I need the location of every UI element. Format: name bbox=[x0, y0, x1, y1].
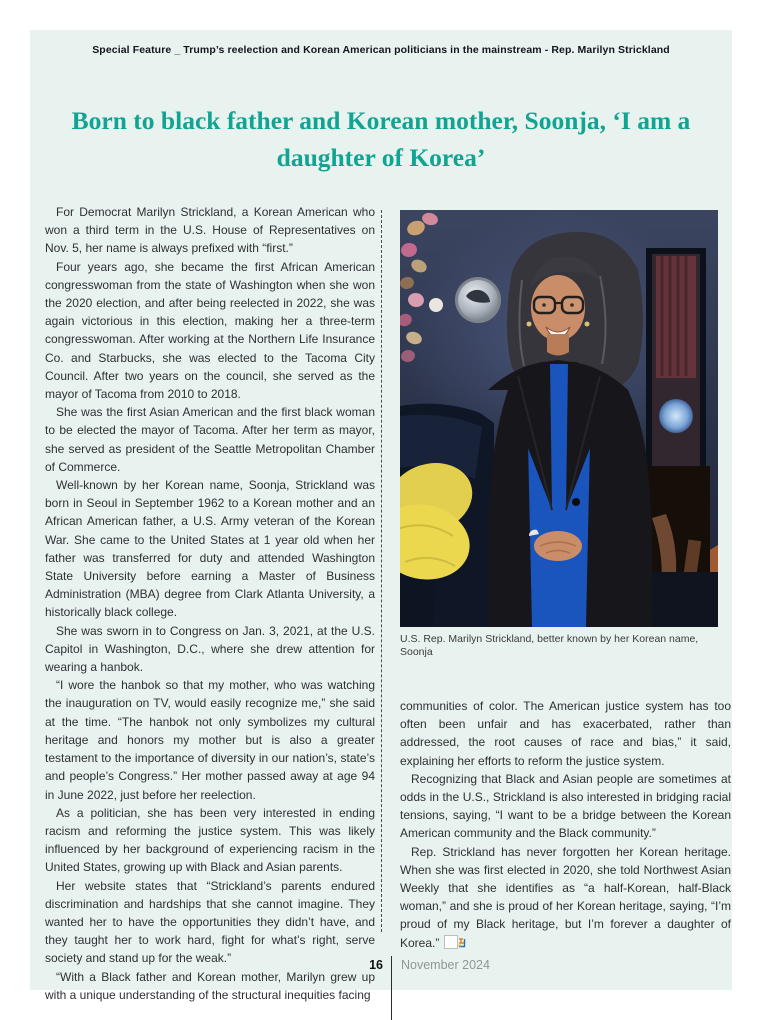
end-of-article-icon bbox=[444, 935, 458, 949]
section-kicker: Special Feature _ Trump’s reelection and Korean American politicians in the mainstream - Rep. Marilyn Strickland bbox=[92, 44, 670, 56]
article-columns bbox=[45, 200, 732, 1004]
paragraph: “I wore the hanbok so that my mother, who was watching the inauguration on TV, would easily recognize me,” she said at the time. “The hanbok not only symbolizes my cultural heritage and honors my mother but is also a greater testament to the importance of diversity in our nation’s, state’s and people’s Congress.” Her mother passed away at age 94 in June 2022, just before her reelection. bbox=[45, 678, 375, 802]
paragraph: “With a Black father and Korean mother, Marilyn grew up with a unique understanding of the structural inequities facing bbox=[45, 969, 375, 1002]
right-column bbox=[400, 200, 731, 1004]
headline-line-2: daughter of Korea’ bbox=[276, 143, 486, 172]
paragraph: Four years ago, she became the first African American congresswoman from the state of Washington when she won the 2020 election, and after being reelected in 2022, she was again victorious in this election, making her a three-term congresswoman. After working at the Northern Life Insurance Co. and Starbucks, she was elected to the Tacoma City Council. After two years on the council, she served as the mayor of Tacoma from 2010 to 2018. bbox=[45, 259, 375, 402]
photo-figure bbox=[400, 210, 731, 659]
page-number: 16 bbox=[369, 958, 383, 972]
column-divider bbox=[381, 210, 382, 932]
headline-line-1: Born to black father and Korean mother, Soonja, ‘I am a bbox=[71, 106, 691, 135]
strickland-photo-illustration bbox=[400, 210, 718, 627]
paragraph: As a politician, she has been very interested in ending racism and reforming the justice system. This was likely influenced by her background of experiencing racism in the United States, growing up with Black and Asian parents. bbox=[45, 805, 375, 875]
paragraph bbox=[400, 843, 731, 952]
issue-date: November 2024 bbox=[401, 958, 490, 972]
photo-caption: U.S. Rep. Marilyn Strickland, better known by her Korean name, Soonja bbox=[400, 633, 699, 658]
left-column bbox=[45, 200, 375, 1004]
paragraph: Well-known by her Korean name, Soonja, Strickland was born in Seoul in September 1962 to a Korean mother and an African American father, a U.S. Army veteran of the Korean War. She came to the United States at 1 year old when her father was transferred for duty and attended Washington State University before earning a Master of Business Administration (MBA) degree from Clark Atlanta University, a historically black college. bbox=[45, 478, 375, 620]
paragraph-text: Rep. Strickland has never forgotten her Korean heritage. When she was first elected in 2020, she told Northwest Asian Weekly that she identifies as “a half-Korean, half-Black woman,” and she is proud of her Korean heritage, saying, “I’m proud of my Black heritage, but I’m forever a daughter of Korea.” bbox=[400, 844, 731, 950]
footer-divider-line bbox=[391, 956, 392, 1020]
paragraph: She was the first Asian American and the first black woman to be elected the mayor of Tacoma. After her term as mayor, she served as president of the Seattle Metropolitan Chamber of Commerce. bbox=[45, 405, 375, 474]
paragraph: Her website states that “Strickland’s parents endured discrimination and hardships that she cannot imagine. They wanted her to have the opportunities they didn’t have, and they taught her to work hard, fight for what’s right, serve society and stand up for the weak.” bbox=[45, 878, 375, 966]
paragraph: She was sworn in to Congress on Jan. 3, 2021, at the U.S. Capitol in Washington, D.C., where she drew attention for wearing a hanbok. bbox=[45, 623, 375, 675]
paragraph: Recognizing that Black and Asian people are sometimes at odds in the U.S., Strickland is also interested in bridging racial tensions, saying, “I want to be a bridge between the Korean American community and the Black community.” bbox=[400, 771, 731, 841]
right-column-text bbox=[400, 697, 731, 952]
content-panel bbox=[30, 30, 732, 1002]
paragraph: communities of color. The American justice system has too often been unfair and has exacerbated, rather than addressed, the root causes of race and bias,” it said, explaining her efforts to reform the justice system. bbox=[400, 699, 731, 768]
article-headline bbox=[46, 102, 716, 176]
paragraph: For Democrat Marilyn Strickland, a Korean American who won a third term in the U.S. House of Representatives on Nov. 5, her name is always prefixed with “first.” bbox=[45, 205, 375, 256]
